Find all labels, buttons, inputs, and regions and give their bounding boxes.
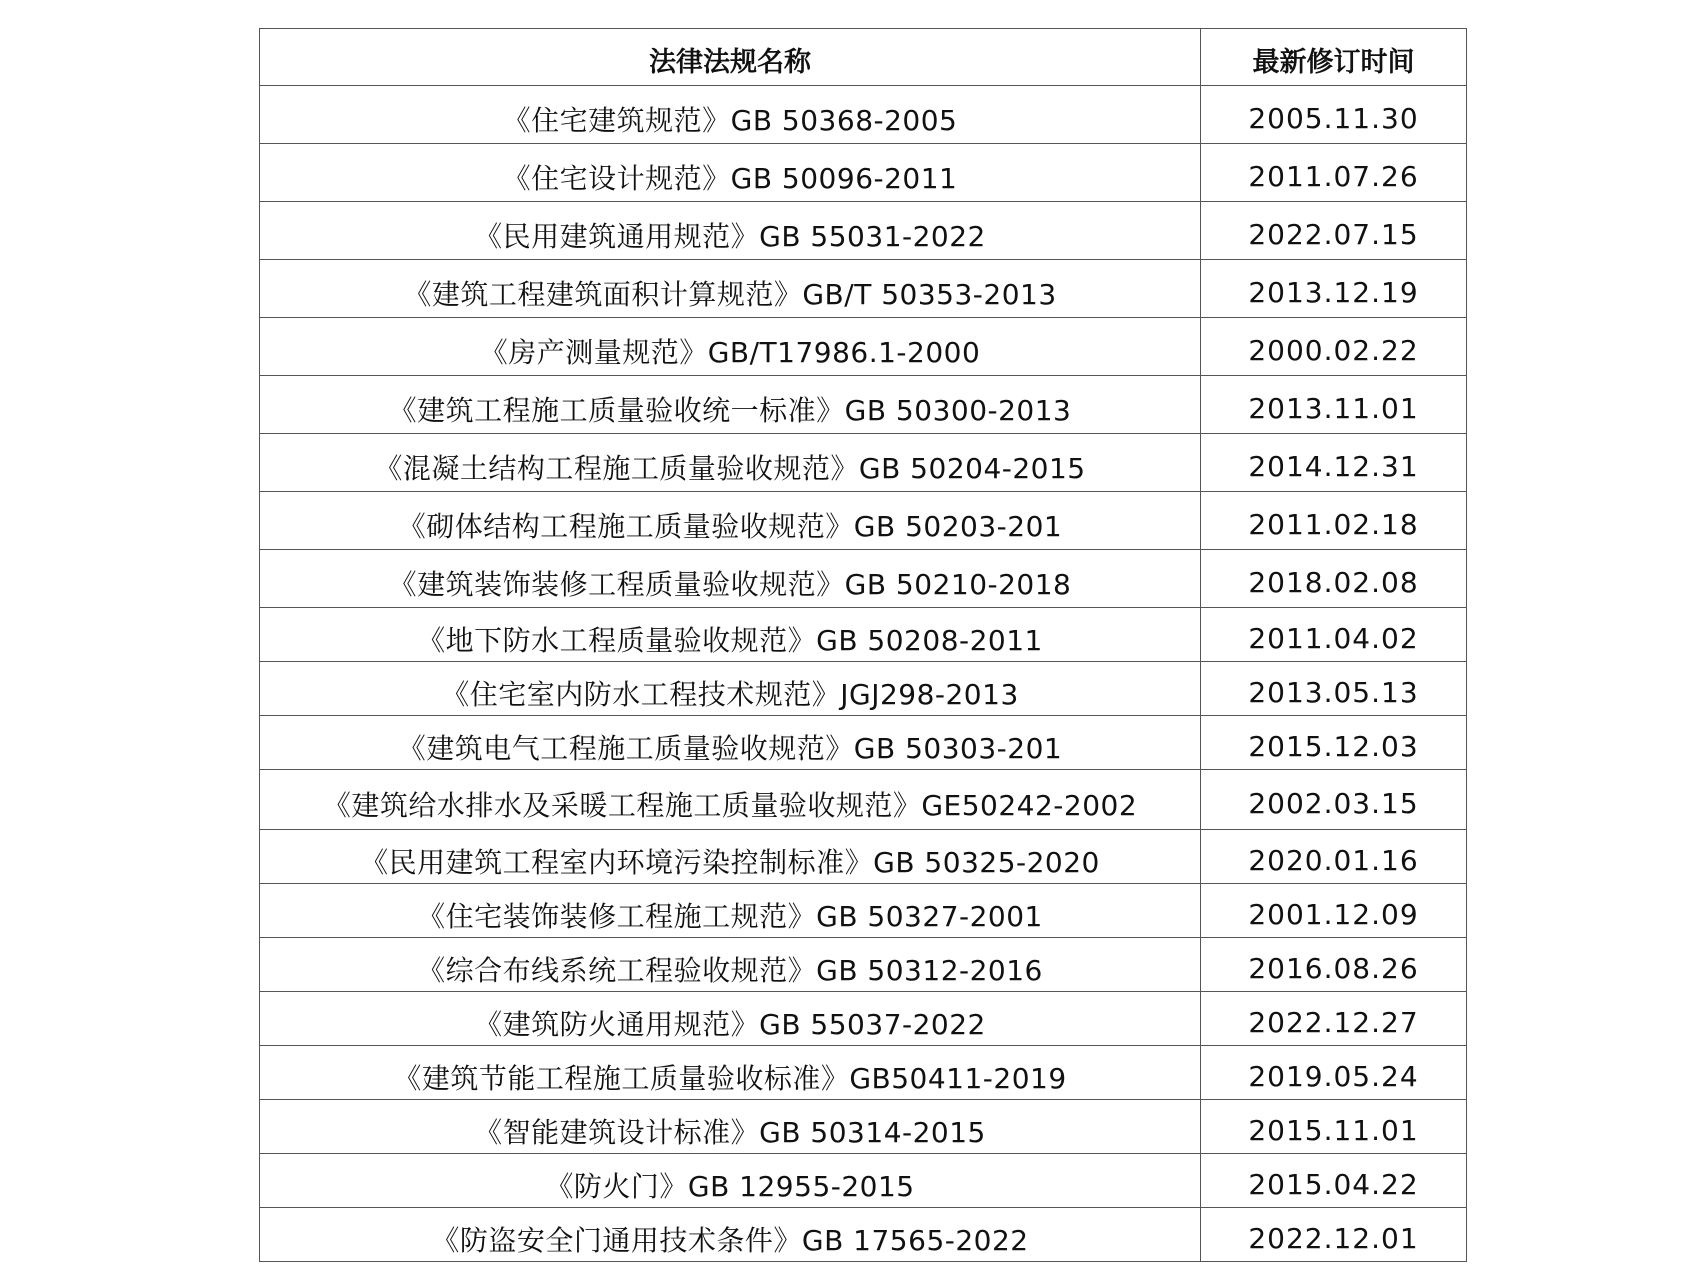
revision-date-cell: 2015.12.03 (1201, 716, 1467, 770)
regulation-name-cell: 《建筑给水排水及采暖工程施工质量验收规范》GE50242-2002 (260, 770, 1201, 830)
regulation-name-cell: 《民用建筑工程室内环境污染控制标准》GB 50325-2020 (260, 830, 1201, 884)
regulation-name-cell: 《混凝土结构工程施工质量验收规范》GB 50204-2015 (260, 434, 1201, 492)
table-row (260, 1100, 1467, 1154)
header-latest-revision-date: 最新修订时间 (1201, 29, 1467, 86)
table-row (260, 1208, 1467, 1262)
regulation-name-cell: 《防火门》GB 12955-2015 (260, 1154, 1201, 1208)
revision-date-cell: 2013.11.01 (1201, 376, 1467, 434)
revision-date-cell: 2002.03.15 (1201, 770, 1467, 830)
table-row (260, 830, 1467, 884)
regulation-name-cell: 《地下防水工程质量验收规范》GB 50208-2011 (260, 608, 1201, 662)
table-row (260, 434, 1467, 492)
regulation-name-cell: 《智能建筑设计标准》GB 50314-2015 (260, 1100, 1201, 1154)
regulation-name-cell: 《综合布线系统工程验收规范》GB 50312-2016 (260, 938, 1201, 992)
revision-date-cell: 2013.12.19 (1201, 260, 1467, 318)
revision-date-cell: 2014.12.31 (1201, 434, 1467, 492)
regulation-name-cell: 《建筑节能工程施工质量验收标准》GB50411-2019 (260, 1046, 1201, 1100)
regulation-name-cell: 《房产测量规范》GB/T17986.1-2000 (260, 318, 1201, 376)
regulation-name-cell: 《建筑工程建筑面积计算规范》GB/T 50353-2013 (260, 260, 1201, 318)
regulation-name-cell: 《建筑工程施工质量验收统一标准》GB 50300-2013 (260, 376, 1201, 434)
revision-date-cell: 2011.07.26 (1201, 144, 1467, 202)
table-row (260, 716, 1467, 770)
revision-date-cell: 2005.11.30 (1201, 86, 1467, 144)
table-row (260, 770, 1467, 830)
table-row (260, 318, 1467, 376)
header-regulation-name: 法律法规名称 (260, 29, 1201, 86)
table-row (260, 376, 1467, 434)
revision-date-cell: 2015.04.22 (1201, 1154, 1467, 1208)
table-row (260, 202, 1467, 260)
revision-date-cell: 2019.05.24 (1201, 1046, 1467, 1100)
table-row (260, 992, 1467, 1046)
table-row (260, 1154, 1467, 1208)
revision-date-cell: 2016.08.26 (1201, 938, 1467, 992)
table-row (260, 550, 1467, 608)
revision-date-cell: 2011.04.02 (1201, 608, 1467, 662)
revision-date-cell: 2015.11.01 (1201, 1100, 1467, 1154)
revision-date-cell: 2000.02.22 (1201, 318, 1467, 376)
regulations-table (259, 28, 1467, 1262)
table-row (260, 1046, 1467, 1100)
regulation-name-cell: 《民用建筑通用规范》GB 55031-2022 (260, 202, 1201, 260)
regulation-name-cell: 《防盗安全门通用技术条件》GB 17565-2022 (260, 1208, 1201, 1262)
table-row (260, 144, 1467, 202)
revision-date-cell: 2001.12.09 (1201, 884, 1467, 938)
regulation-name-cell: 《建筑装饰装修工程质量验收规范》GB 50210-2018 (260, 550, 1201, 608)
table-row (260, 938, 1467, 992)
table-row (260, 608, 1467, 662)
header-row (260, 29, 1467, 86)
revision-date-cell: 2022.12.01 (1201, 1208, 1467, 1262)
revision-date-cell: 2013.05.13 (1201, 662, 1467, 716)
regulations-table-container (259, 28, 1466, 1262)
table-header (260, 29, 1467, 86)
regulation-name-cell: 《建筑电气工程施工质量验收规范》GB 50303-201 (260, 716, 1201, 770)
revision-date-cell: 2020.01.16 (1201, 830, 1467, 884)
revision-date-cell: 2018.02.08 (1201, 550, 1467, 608)
table-row (260, 662, 1467, 716)
revision-date-cell: 2022.12.27 (1201, 992, 1467, 1046)
table-row (260, 492, 1467, 550)
table-body (260, 86, 1467, 1262)
regulation-name-cell: 《住宅建筑规范》GB 50368-2005 (260, 86, 1201, 144)
regulation-name-cell: 《住宅装饰装修工程施工规范》GB 50327-2001 (260, 884, 1201, 938)
regulation-name-cell: 《住宅设计规范》GB 50096-2011 (260, 144, 1201, 202)
revision-date-cell: 2011.02.18 (1201, 492, 1467, 550)
regulation-name-cell: 《建筑防火通用规范》GB 55037-2022 (260, 992, 1201, 1046)
regulation-name-cell: 《砌体结构工程施工质量验收规范》GB 50203-201 (260, 492, 1201, 550)
table-row (260, 260, 1467, 318)
table-row (260, 86, 1467, 144)
table-row (260, 884, 1467, 938)
revision-date-cell: 2022.07.15 (1201, 202, 1467, 260)
regulation-name-cell: 《住宅室内防水工程技术规范》JGJ298-2013 (260, 662, 1201, 716)
